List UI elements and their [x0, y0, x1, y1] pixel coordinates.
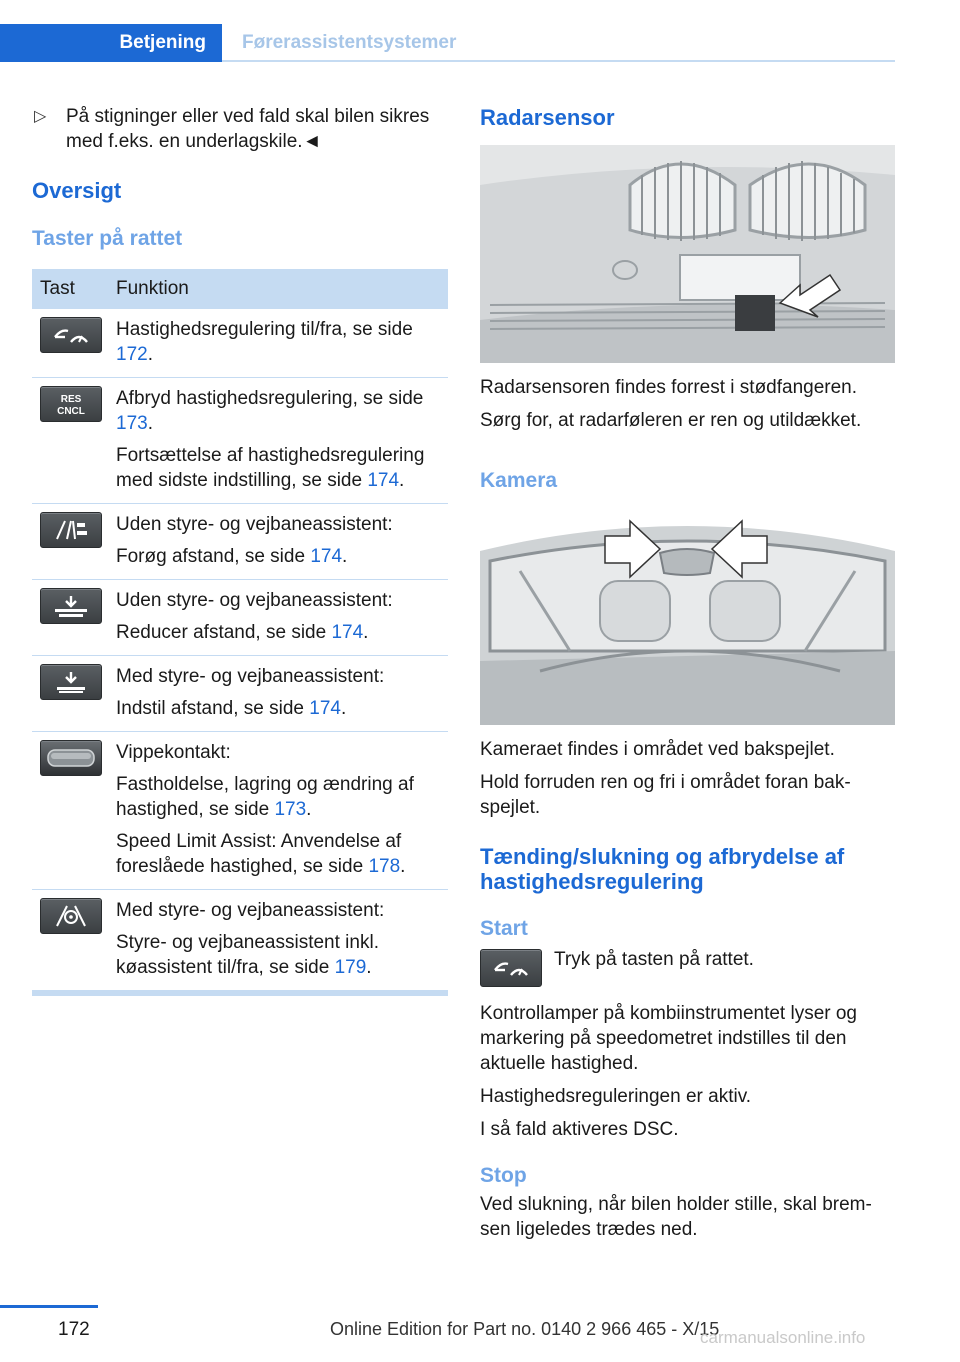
distance-set-icon	[40, 664, 102, 700]
start-heading: Start	[480, 917, 528, 940]
section-tab[interactable]: Førerassistentsystemer	[222, 24, 895, 62]
page-link[interactable]: 174	[331, 622, 364, 643]
watermark: carmanualsonline.info	[700, 1328, 866, 1347]
footer-rule	[0, 1305, 98, 1308]
right-column	[480, 104, 895, 1242]
triangle-bullet-icon: ▷	[34, 108, 47, 125]
onoff-heading: Tænding/slukning og afbrydelse af hastighedsregulering	[480, 844, 845, 894]
page-link[interactable]: 174	[309, 698, 341, 719]
stop-text: Ved slukning, når bilen holder stille, skal bremsen ligeledes trædes ned.	[480, 1194, 872, 1240]
row-text: Med styre- og vejbaneassistent: Indstil afstand, se side 174.	[108, 656, 448, 732]
chapter-tab[interactable]: Betjening	[0, 24, 222, 62]
start-text-1: Kontrollamper på kombiinstrumentet lyser og markering på speedometret indstilles til den aktuelle hastighed.	[480, 1003, 858, 1074]
note-text: På stigninger eller ved fald skal bilen sikres med f.eks. en underlagskile.◄	[66, 106, 430, 152]
row-text: Hastighedsregulering til/fra, se side 172.	[108, 309, 448, 378]
page-link[interactable]: 179	[334, 957, 367, 978]
page-link[interactable]: 178	[368, 856, 401, 877]
radar-heading: Radarsensor	[480, 105, 615, 130]
table-row	[32, 378, 448, 504]
radar-sensor-image	[480, 145, 895, 363]
table-row	[32, 732, 448, 890]
overview-heading: Oversigt	[32, 178, 122, 203]
start-text-3: I så fald aktiveres DSC.	[480, 1119, 679, 1140]
page-header	[0, 24, 895, 62]
edition-note: Online Edition for Part no. 0140 2 966 465 - X/15	[330, 1319, 720, 1339]
res-cncl-icon	[40, 386, 102, 422]
start-instruction	[480, 949, 895, 987]
col-function-header: Funktion	[108, 269, 448, 309]
cruise-control-icon	[40, 317, 102, 353]
page-link[interactable]: 174	[310, 546, 343, 567]
table-row	[32, 580, 448, 656]
rocker-switch-icon	[40, 740, 102, 776]
camera-image	[480, 511, 895, 725]
table-row	[32, 656, 448, 732]
page-number: 172	[58, 1319, 90, 1340]
distance-decrease-icon	[40, 588, 102, 624]
row-text: Med styre- og vejbaneassistent: Styre- og vejbaneassistent inkl. køassistent til/fra, se side 179.	[108, 890, 448, 994]
start-text-2: Hastighedsreguleringen er aktiv.	[480, 1086, 752, 1107]
camera-heading: Kamera	[480, 469, 558, 492]
camera-text-1: Kameraet findes i området ved bakspejlet.	[480, 739, 835, 760]
row-text: Uden styre- og vejbaneassistent: Reducer afstand, se side 174.	[108, 580, 448, 656]
table-row	[32, 890, 448, 994]
steering-assist-icon	[40, 898, 102, 934]
row-text: Afbryd hastighedsregulering, se side 173. Fortsættelse af hastighedsregulering med sidste indstilling, se side 174.	[108, 378, 448, 504]
table-row	[32, 309, 448, 378]
col-key-header: Tast	[32, 269, 108, 309]
page-link[interactable]: 174	[367, 470, 400, 491]
start-text: Tryk på tasten på rattet.	[554, 949, 754, 970]
radar-text-1: Radarsensoren findes forrest i stødfangeren.	[480, 377, 858, 398]
page-link[interactable]: 173	[274, 799, 307, 820]
keys-heading: Taster på rattet	[32, 227, 183, 250]
camera-text-2: Hold forruden ren og fri i området foran bakspejlet.	[480, 772, 851, 818]
distance-increase-icon	[40, 512, 102, 548]
cruise-control-icon	[480, 949, 542, 987]
svg-text:RES: RES	[60, 394, 82, 405]
note-bullet	[32, 104, 448, 154]
svg-text:CNCL: CNCL	[57, 406, 85, 417]
table-row	[32, 504, 448, 580]
page-link[interactable]: 172	[116, 344, 148, 365]
left-column	[32, 104, 448, 996]
radar-text-2: Sørg for, at radarføleren er ren og utildækket.	[480, 410, 862, 431]
row-text: Uden styre- og vejbaneassistent: Forøg afstand, se side 174.	[108, 504, 448, 580]
table-header-row	[32, 269, 448, 309]
page-link[interactable]: 173	[116, 413, 148, 434]
stop-heading: Stop	[480, 1164, 527, 1187]
keys-table	[32, 269, 448, 996]
row-text: Vippekontakt: Fastholdelse, lagring og ændring af hastighed, se side 173. Speed Limit Assist: Anvendelse af foreslåede hastighed, se side 178.	[108, 732, 448, 890]
